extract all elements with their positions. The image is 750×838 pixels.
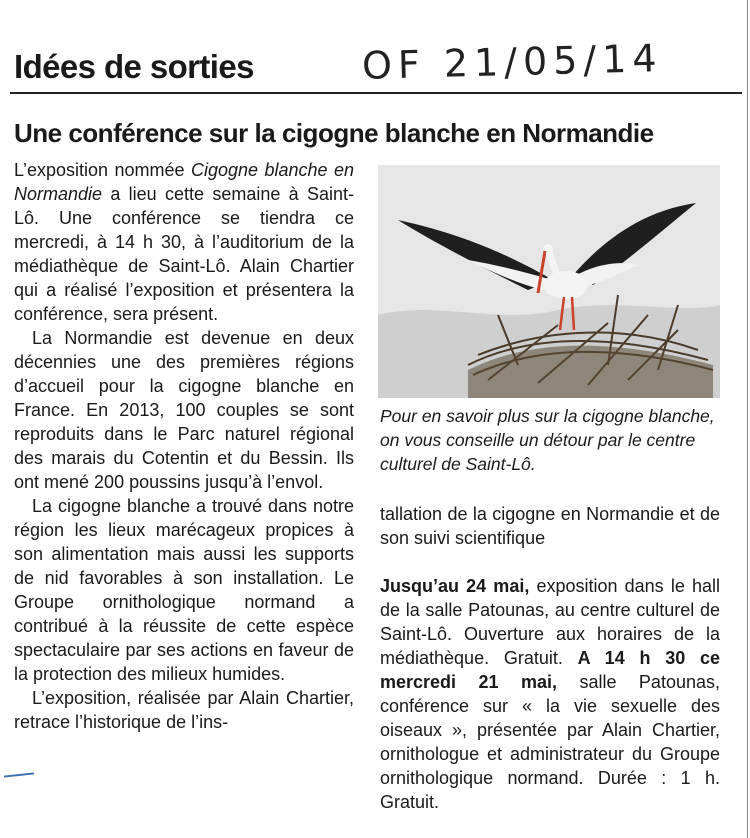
stork-illustration [378,165,720,398]
stork-photo [378,165,720,398]
conference-details: salle Patounas, conférence sur « la vie sexuelle des oiseaux », présentée par Alain Chartier, ornithologue et administrateur du Groupe ornithologique normand. Durée : 1 h. Gratuit. [380,672,720,812]
paragraph-spacer [380,550,720,574]
handwritten-date-note: OF 21/05/14 [361,36,664,88]
exhibition-details: exposition dans le hall de la salle Patounas, au centre culturel de Saint-Lô. Ouverture aux horaires de la médiathèque. Gratuit. [380,576,720,668]
header-rule [10,92,742,94]
paragraph-3: La cigogne blanche a trouvé dans notre région les lieux marécageux propices à son alimentation mais aussi les supports de nid favorables à son installation. Le Groupe ornithologique normand a contribué à la réussite de cette espèce spectaculaire par ses actions en faveur de la protection des milieux humides. [14,496,354,684]
exhibition-dates: Jusqu’au 24 mai, [380,576,530,596]
article-right-column [380,502,720,814]
article-left-column [14,158,354,734]
paragraph-1 [14,158,354,326]
paragraph-4: L’exposition, réalisée par Alain Chartier, retrace l’historique de l’ins- [14,688,354,732]
paragraph-1-start: L’exposition nommée [14,160,191,180]
paragraph-1-rest: a lieu cette semaine à Saint-Lô. Une conférence se tiendra ce mercredi, à 14 h 30, à l’auditorium de la médiathèque de Saint-Lô. Alain Chartier qui a réalisé l’exposition et présentera la conférence, sera présent. [14,184,354,324]
conference-time: A 14 h 30 ce mercredi 21 mai, [380,648,720,692]
exhibition-info [380,574,720,814]
section-title: Idées de sorties [14,48,254,85]
pen-mark [4,772,34,777]
page-edge [747,0,748,838]
exhibition-name: Cigogne blanche en Normandie [14,160,354,204]
article-headline: Une conférence sur la cigogne blanche en Normandie [14,118,654,148]
paragraph-continued: tallation de la cigogne en Normandie et de son suivi scientifique [380,504,720,548]
paragraph-2: La Normandie est devenue en deux décennies une des premières régions d’accueil pour la cigogne blanche en France. En 2013, 100 couples se sont reproduits dans le Parc naturel régional des marais du Cotentin et du Bessin. Ils ont mené 200 poussins jusqu’à l’envol. [14,328,354,492]
photo-caption: Pour en savoir plus sur la cigogne blanche, on vous conseille un détour par le centre culturel de Saint-Lô. [380,406,715,474]
